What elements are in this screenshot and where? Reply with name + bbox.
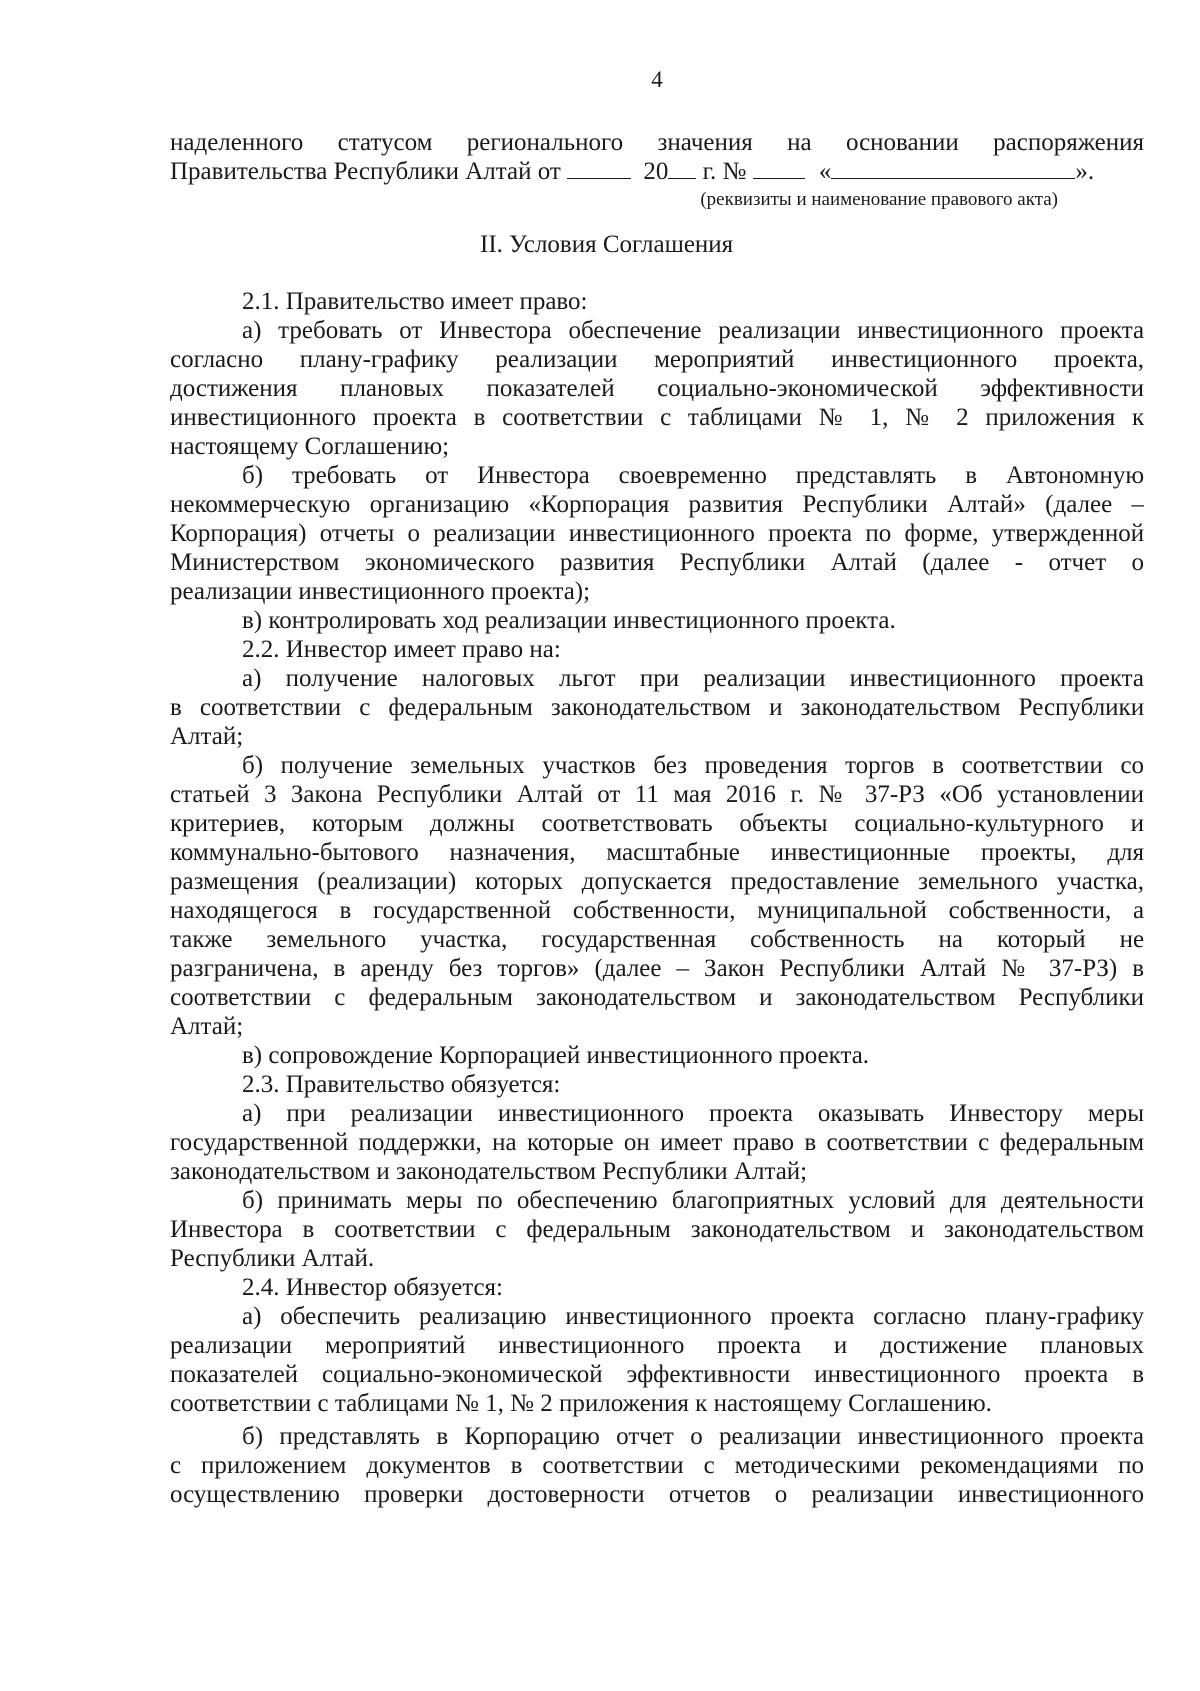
text-line: инвестиционного проекта в соответствии с таблицами № 1, № 2 приложения к xyxy=(170,404,1144,431)
text-line: соответствии с федеральным законодательством и законодательством Республики xyxy=(170,984,1144,1011)
text-line: б) получение земельных участков без проведения торгов в соответствии со xyxy=(242,752,1144,779)
text-line: достижения плановых показателей социально-экономической эффективности xyxy=(170,375,1144,402)
text-line: показателей социально-экономической эффективности инвестиционного проекта в xyxy=(170,1361,1144,1388)
text-line: соответствии с таблицами № 1, № 2 приложения к настоящему Соглашению. xyxy=(170,1390,992,1417)
text-line: законодательством и законодательством Республики Алтай; xyxy=(170,1158,808,1185)
document-body xyxy=(170,128,1144,1509)
blank-day xyxy=(567,158,631,179)
text-fragment: 20 xyxy=(643,158,669,185)
text-line: Алтай; xyxy=(170,1013,244,1040)
text-fragment: г. № xyxy=(702,158,747,185)
text-fragment: Правительства Республики Алтай от xyxy=(170,158,561,185)
text-line: согласно плану-графику реализации мероприятий инвестиционного проекта, xyxy=(170,346,1144,373)
text-line: а) при реализации инвестиционного проекта оказывать Инвестору меры xyxy=(242,1100,1144,1127)
blank-act-name xyxy=(831,158,1075,179)
text-line: в) контролировать ход реализации инвестиционного проекта. xyxy=(242,607,896,634)
text-line: коммунально-бытового назначения, масштабные инвестиционные проекты, для xyxy=(170,839,1144,866)
text-line-with-blanks xyxy=(170,157,1144,186)
text-line: а) получение налоговых льгот при реализации инвестиционного проекта xyxy=(242,665,1144,692)
text-line: реализации инвестиционного проекта); xyxy=(170,578,591,605)
text-line: Корпорация) отчеты о реализации инвестиционного проекта по форме, утвержденной xyxy=(170,520,1144,547)
text-line: находящегося в государственной собственности, муниципальной собственности, а xyxy=(170,897,1144,924)
text-line: в) сопровождение Корпорацией инвестиционного проекта. xyxy=(242,1042,870,1069)
text-line: б) принимать меры по обеспечению благоприятных условий для деятельности xyxy=(242,1187,1144,1214)
blank-number xyxy=(753,158,805,179)
blank-year xyxy=(668,158,696,179)
text-line: государственной поддержки, на которые он имеет право в соответствии с федеральным xyxy=(170,1129,1144,1156)
text-line: статьей 3 Закона Республики Алтай от 11 мая 2016 г. № 37-РЗ «Об установлении xyxy=(170,781,1144,808)
clause-heading: 2.4. Инвестор обязуется: xyxy=(242,1274,503,1301)
text-line: Инвестора в соответствии с федеральным законодательством и законодательством xyxy=(170,1216,1144,1243)
text-line: наделенного статусом регионального значения на основании распоряжения xyxy=(170,129,1144,156)
text-line: размещения (реализации) которых допускается предоставление земельного участка, xyxy=(170,868,1144,895)
text-line: некоммерческую организацию «Корпорация развития Республики Алтай» (далее – xyxy=(170,491,1144,518)
text-line: разграничена, в аренду без торгов» (далее – Закон Республики Алтай № 37-РЗ) в xyxy=(170,955,1144,982)
section-heading: II. Условия Соглашения xyxy=(480,231,734,258)
text-line: Алтай; xyxy=(170,723,244,750)
text-fragment: « xyxy=(818,158,832,185)
field-caption: (реквизиты и наименование правового акта) xyxy=(700,189,1058,210)
text-line: Министерством экономического развития Республики Алтай (далее - отчет о xyxy=(170,549,1144,576)
text-line: Республики Алтай. xyxy=(170,1245,375,1272)
text-line: а) обеспечить реализацию инвестиционного проекта согласно плану-графику xyxy=(242,1303,1144,1330)
page-number: 4 xyxy=(651,67,663,92)
text-line: критериев, которым должны соответствовать объекты социально-культурного и xyxy=(170,810,1144,837)
clause-heading: 2.3. Правительство обязуется: xyxy=(242,1071,561,1098)
text-fragment: ». xyxy=(1075,158,1095,185)
text-line: реализации мероприятий инвестиционного проекта и достижение плановых xyxy=(170,1332,1144,1359)
text-line: настоящему Соглашению; xyxy=(170,433,450,460)
clause-heading: 2.2. Инвестор имеет право на: xyxy=(242,636,561,663)
text-line: с приложением документов в соответствии с методическими рекомендациями по xyxy=(170,1452,1144,1479)
text-line: а) требовать от Инвестора обеспечение реализации инвестиционного проекта xyxy=(242,317,1144,344)
text-line: также земельного участка, государственная собственность на который не xyxy=(170,926,1144,953)
text-line: осуществлению проверки достоверности отчетов о реализации инвестиционного xyxy=(170,1481,1144,1508)
text-line: в соответствии с федеральным законодательством и законодательством Республики xyxy=(170,694,1144,721)
text-line: б) требовать от Инвестора своевременно представлять в Автономную xyxy=(242,462,1144,489)
clause-heading: 2.1. Правительство имеет право: xyxy=(242,288,588,315)
text-line: б) представлять в Корпорацию отчет о реализации инвестиционного проекта xyxy=(242,1423,1144,1450)
